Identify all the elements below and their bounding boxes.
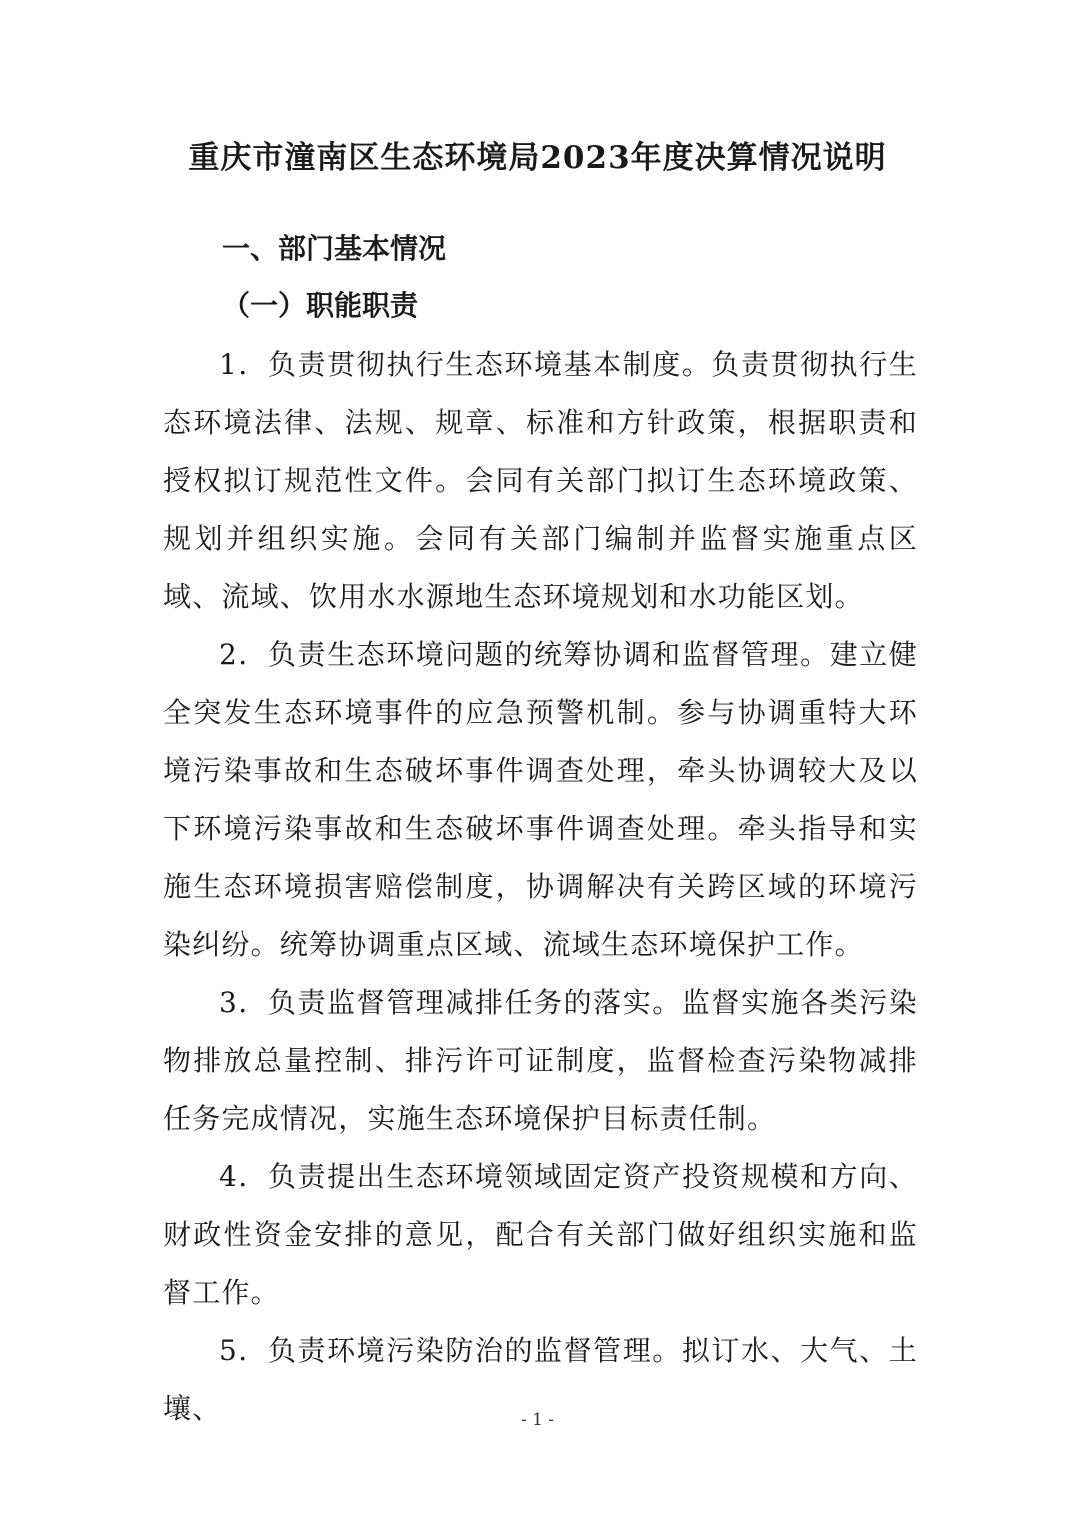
paragraph-2: 2．负责生态环境问题的统筹协调和监督管理。建立健全突发生态环境事件的应急预警机制。参与协调重特大环境污染事故和生态破坏事件调查处理，牵头协调较大及以下环境污染事故和生态破坏事件调查处理。牵头指导和实施生态环境损害赔偿制度，协调解决有关跨区域的环境污染纠纷。统筹协调重点区域、流域生态环境保护工作。 xyxy=(163,638,918,961)
paragraph-5: 5．负责环境污染防治的监督管理。拟订水、大气、土壤、 xyxy=(163,1334,918,1425)
subsection-heading: （一）职能职责 xyxy=(222,289,419,322)
paragraph-4: 4．负责提出生态环境领域固定资产投资规模和方向、财政性资金安排的意见，配合有关部门做好组织实施和监督工作。 xyxy=(163,1160,918,1309)
page-number: - 1 - xyxy=(520,1410,555,1430)
document-body xyxy=(163,336,918,1438)
paragraph-1: 1．负责贯彻执行生态环境基本制度。负责贯彻执行生态环境法律、法规、规章、标准和方针政策，根据职责和授权拟订规范性文件。会同有关部门拟订生态环境政策、规划并组织实施。会同有关部门编制并监督实施重点区域、流域、饮用水水源地生态环境规划和水功能区划。 xyxy=(163,348,918,613)
section-heading: 一、部门基本情况 xyxy=(222,232,447,265)
paragraph-3: 3．负责监督管理减排任务的落实。监督实施各类污染物排放总量控制、排污许可证制度，监督检查污染物减排任务完成情况，实施生态环境保护目标责任制。 xyxy=(163,986,918,1135)
document-title: 重庆市潼南区生态环境局2023年度决算情况说明 xyxy=(188,140,887,176)
